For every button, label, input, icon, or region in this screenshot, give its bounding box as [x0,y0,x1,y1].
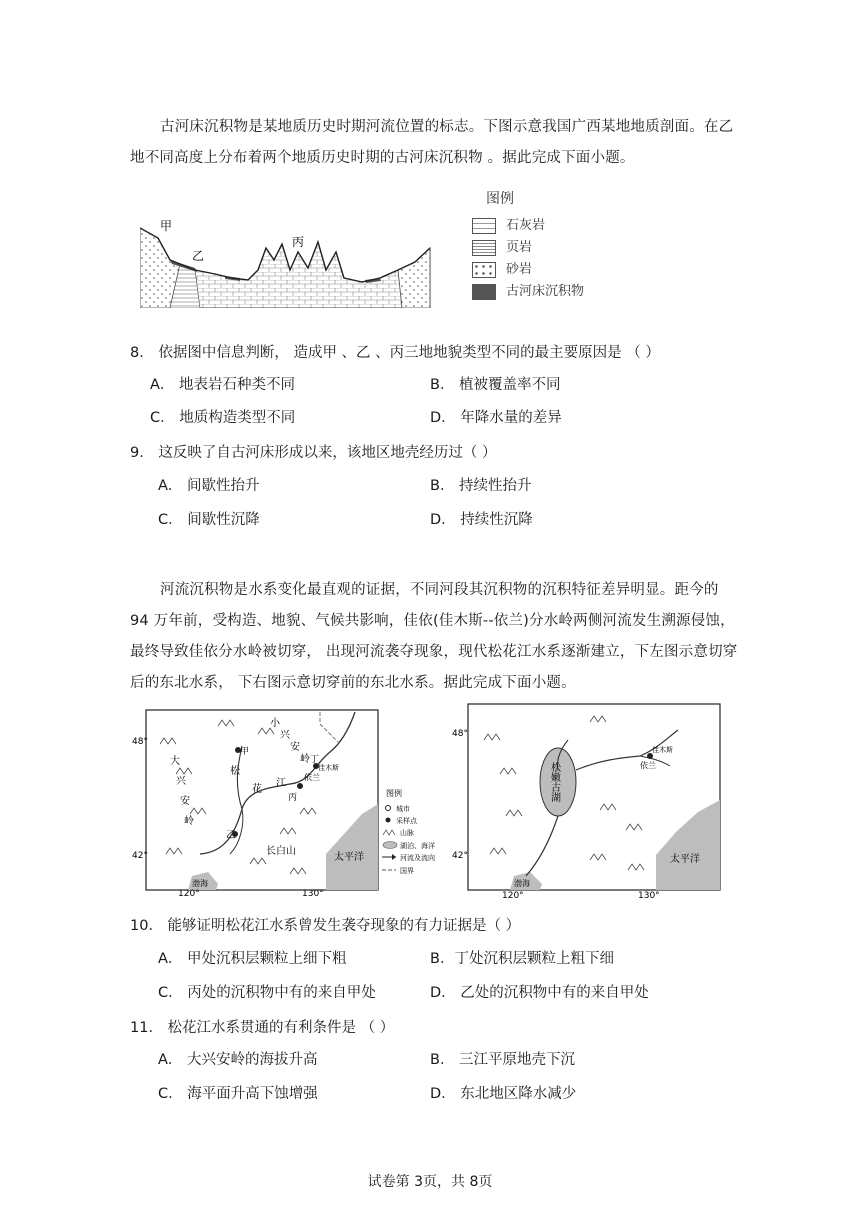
limestone-swatch [472,218,496,234]
map-label-bohai-right: 渤海 [514,879,530,888]
q11-option-a[interactable]: A． 大兴安岭的海拔升高 [158,1052,318,1068]
map-label-jiang: 江 [276,778,286,789]
lon-120-left: 120° [178,889,200,899]
map-label-daxing-2: 兴 [176,776,186,787]
map-legend-river: 河流及流向 [400,854,435,862]
lon-130-left: 130° [302,889,324,899]
map-label-xiaox-4: 岭 [300,754,310,765]
lon-120-right: 120° [502,891,524,900]
lat-42-left: 42° [132,851,148,861]
label-yi: 乙 [192,249,205,263]
label-jia: 甲 [160,219,173,233]
q8-option-a[interactable]: A． 地表岩石种类不同 [150,377,296,393]
map-label-daxing-1: 大 [170,756,180,767]
map-label-ding: 丁 [310,755,320,765]
q10-option-a[interactable]: A． 甲处沉积层颗粒上细下粗 [158,951,347,967]
q8-option-c[interactable]: C． 地质构造类型不同 [150,410,296,426]
map-after-capture [130,704,448,900]
q11-option-b[interactable]: B． 三江平原地壳下沉 [430,1052,576,1068]
legend-limestone: 石灰岩 [472,214,545,234]
map-legend-mountain: 山脉 [400,829,414,837]
q9-option-d[interactable]: D． 持续性沉降 [430,512,533,528]
map-label-daxing-4: 岭 [184,816,194,827]
map-label-xiaox-3: 安 [290,742,300,753]
shale-swatch [472,240,496,256]
map-label-xiaox-1: 小 [270,718,280,729]
q9-option-b[interactable]: B． 持续性抬升 [430,478,532,494]
map-before-capture [450,700,726,900]
map-legend-city: 城市 [396,805,410,813]
map-label-bohai: 渤海 [192,879,208,888]
geologic-profile-figure [140,208,440,308]
page-footer: 试卷第 3页，共 8页 [367,1174,493,1190]
map-label-jiamusi-right: 佳木斯 [652,746,673,754]
map-label-jiamusi: 佳木斯 [318,764,339,772]
sandstone-swatch [472,262,496,278]
legend-sandstone: 砂岩 [472,258,532,278]
legend-shale: 页岩 [472,236,532,256]
q8-option-d[interactable]: D． 年降水量的差异 [430,410,562,426]
map-label-xiaox-2: 兴 [280,730,290,741]
q8-option-b[interactable]: B． 植被覆盖率不同 [430,377,561,393]
question-8-stem: 8． 依据图中信息判断， 造成甲 、乙 、丙三地地貌类型不同的最主要原因是 （ ） [130,345,660,361]
label-bing: 丙 [292,235,305,249]
legend-riverbed: 古河床沉积物 [472,280,584,300]
question-9-stem: 9． 这反映了自古河床形成以来，该地区地壳经历过（ ） [130,445,497,461]
map-label-song: 松 [230,766,240,777]
map-legend-lake: 湖泊、海洋 [400,842,435,850]
map-label-songnen: 松嫩古湖 [548,762,560,802]
map-label-yilan: 依兰 [304,773,320,782]
map-label-jia: 甲 [240,747,250,757]
q11-option-c[interactable]: C． 海平面升高下蚀增强 [158,1086,318,1102]
riverbed-swatch [472,284,496,300]
question-10-stem: 10． 能够证明松花江水系曾发生袭夺现象的有力证据是（ ） [130,918,521,934]
q9-option-a[interactable]: A． 间歇性抬升 [158,478,260,494]
map-label-daxing-3: 安 [180,796,190,807]
map-label-bing: 丙 [288,793,298,803]
map-label-yilan-right: 依兰 [640,761,656,770]
q10-option-d[interactable]: D． 乙处的沉积物中有的来自甲处 [430,985,649,1001]
passage-1: 古河床沉积物是某地质历史时期河流位置的标志。下图示意我国广西某地地质剖面。在乙地不同高度上分布着两个地质历史时期的古河床沉积物 。据此完成下面小题。 [130,119,734,166]
map-legend-title: 图例 [386,789,402,798]
passage-2: 河流沉积物是水系变化最直观的证据，不同河段其沉积物的沉积特征差异明显。距今的 94 万年前，受构造、地貌、气候共影响，佳依(佳木斯--依兰)分水岭两侧河流发生溯源侵蚀，最终导致佳依分水岭被切穿， 出现河流袭夺现象，现代松花江水系逐渐建立，下左图示意切穿后的东北水系， 下右图示意切穿前的东北水系。据此完成下面小题。 [130,582,738,691]
question-11-stem: 11． 松花江水系贯通的有利条件是 （ ） [130,1020,395,1036]
map-label-yi: 乙 [226,830,236,841]
map-label-pacific: 太平洋 [334,852,364,863]
map-label-pacific-right: 太平洋 [670,854,700,865]
q10-option-b[interactable]: B．丁处沉积层颗粒上粗下细 [430,951,614,967]
q10-option-c[interactable]: C． 丙处的沉积物中有的来自甲处 [158,985,376,1001]
lon-130-right: 130° [638,891,660,900]
lat-42-right: 42° [452,851,468,861]
lat-48-left: 48° [132,737,148,747]
map-legend-border: 国界 [400,867,414,875]
q9-option-c[interactable]: C． 间歇性沉降 [158,512,260,528]
q11-option-d[interactable]: D． 东北地区降水减少 [430,1086,577,1102]
lat-48-right: 48° [452,729,468,739]
map-label-hua: 花 [252,784,262,795]
profile-legend-title: 图例 [486,191,514,207]
map-label-changbai: 长白山 [266,846,296,857]
map-legend-sample: 采样点 [396,817,417,825]
